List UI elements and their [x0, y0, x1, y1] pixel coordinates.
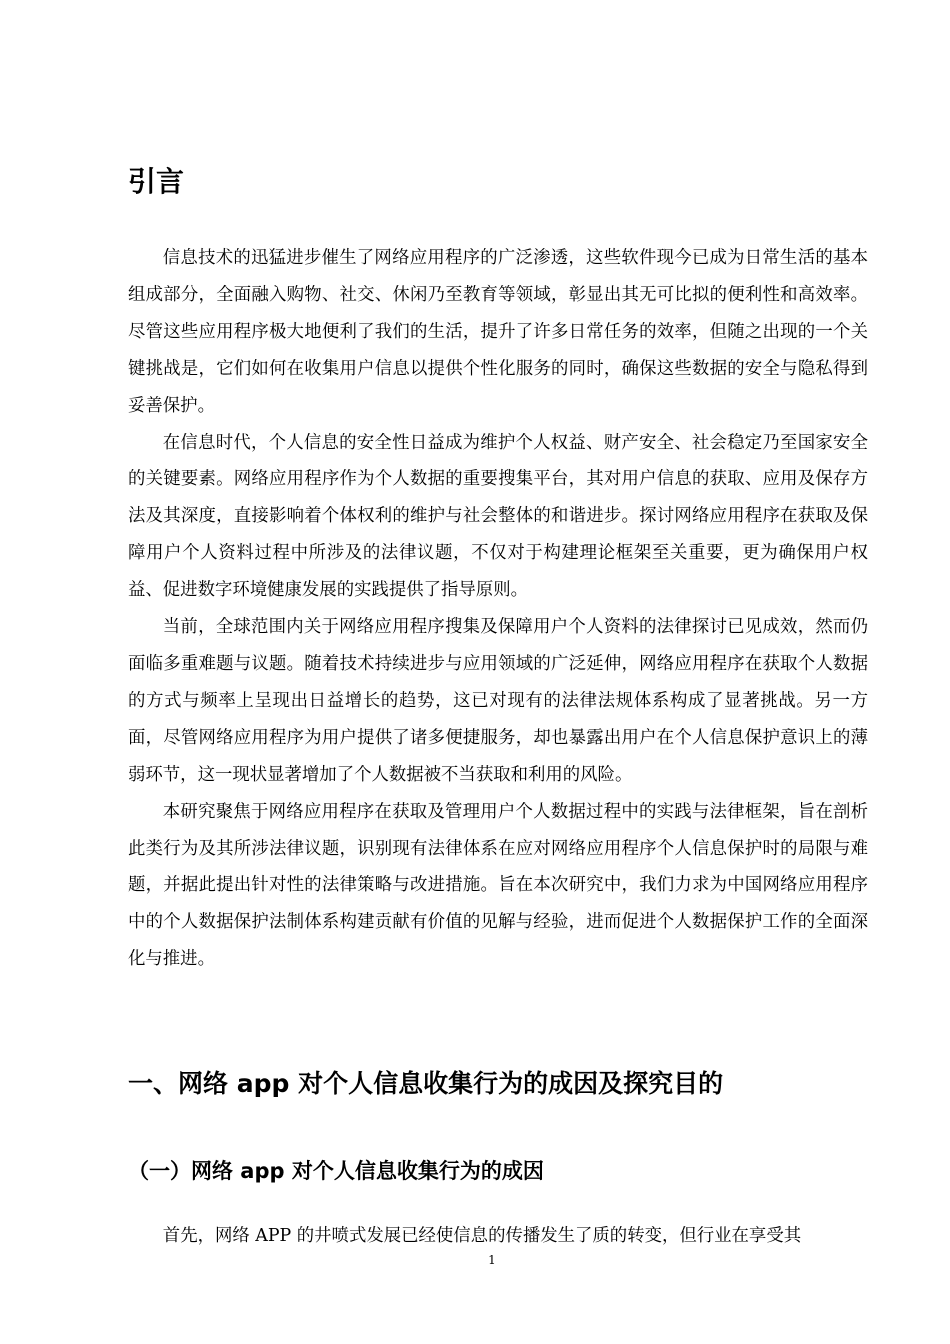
subsection-heading: （一）网络 app 对个人信息收集行为的成因	[128, 1159, 544, 1183]
intro-heading: 引言	[128, 165, 185, 198]
paragraph-1: 信息技术的迅猛进步催生了网络应用程序的广泛渗透，这些软件现今已成为日常生活的基本组成部分，全面融入购物、社交、休闲乃至教育等领域，彰显出其无可比拟的便利性和高效率。尽管这些应用程序极大地便利了我们的生活，提升了许多日常任务的效率，但随之出现的一个关键挑战是，它们如何在收集用户信息以提供个性化服务的同时，确保这些数据的安全与隐私得到妥善保护。	[128, 248, 868, 416]
section-heading: 一、网络 app 对个人信息收集行为的成因及探究目的	[128, 1069, 724, 1098]
paragraph-5: 首先，网络 APP 的井喷式发展已经使信息的传播发生了质的转变，但行业在享受其	[162, 1226, 802, 1246]
page-number: 1	[488, 1253, 496, 1267]
paragraph-3: 当前，全球范围内关于网络应用程序搜集及保障用户个人资料的法律探讨已见成效，然而仍面临多重难题与议题。随着技术持续进步与应用领域的广泛延伸，网络应用程序在获取个人数据的方式与频率上呈现出日益增长的趋势，这已对现有的法律法规体系构成了显著挑战。另一方面，尽管网络应用程序为用户提供了诸多便捷服务，却也暴露出用户在个人信息保护意识上的薄弱环节，这一现状显著增加了个人数据被不当获取和利用的风险。	[128, 617, 868, 785]
paragraph-2: 在信息时代，个人信息的安全性日益成为维护个人权益、财产安全、社会稳定乃至国家安全的关键要素。网络应用程序作为个人数据的重要搜集平台，其对用户信息的获取、应用及保存方法及其深度，直接影响着个体权利的维护与社会整体的和谐进步。探讨网络应用程序在获取及保障用户个人资料过程中所涉及的法律议题，不仅对于构建理论框架至关重要，更为确保用户权益、促进数字环境健康发展的实践提供了指导原则。	[128, 432, 868, 601]
intro-body	[128, 240, 868, 978]
paragraph-4: 本研究聚焦于网络应用程序在获取及管理用户个人数据过程中的实践与法律框架，旨在剖析此类行为及其所涉法律议题，识别现有法律体系在应对网络应用程序个人信息保护时的局限与难题，并据此提出针对性的法律策略与改进措施。旨在本次研究中，我们力求为中国网络应用程序中的个人数据保护法制体系构建贡献有价值的见解与经验，进而促进个人数据保护工作的全面深化与推进。	[128, 801, 868, 970]
